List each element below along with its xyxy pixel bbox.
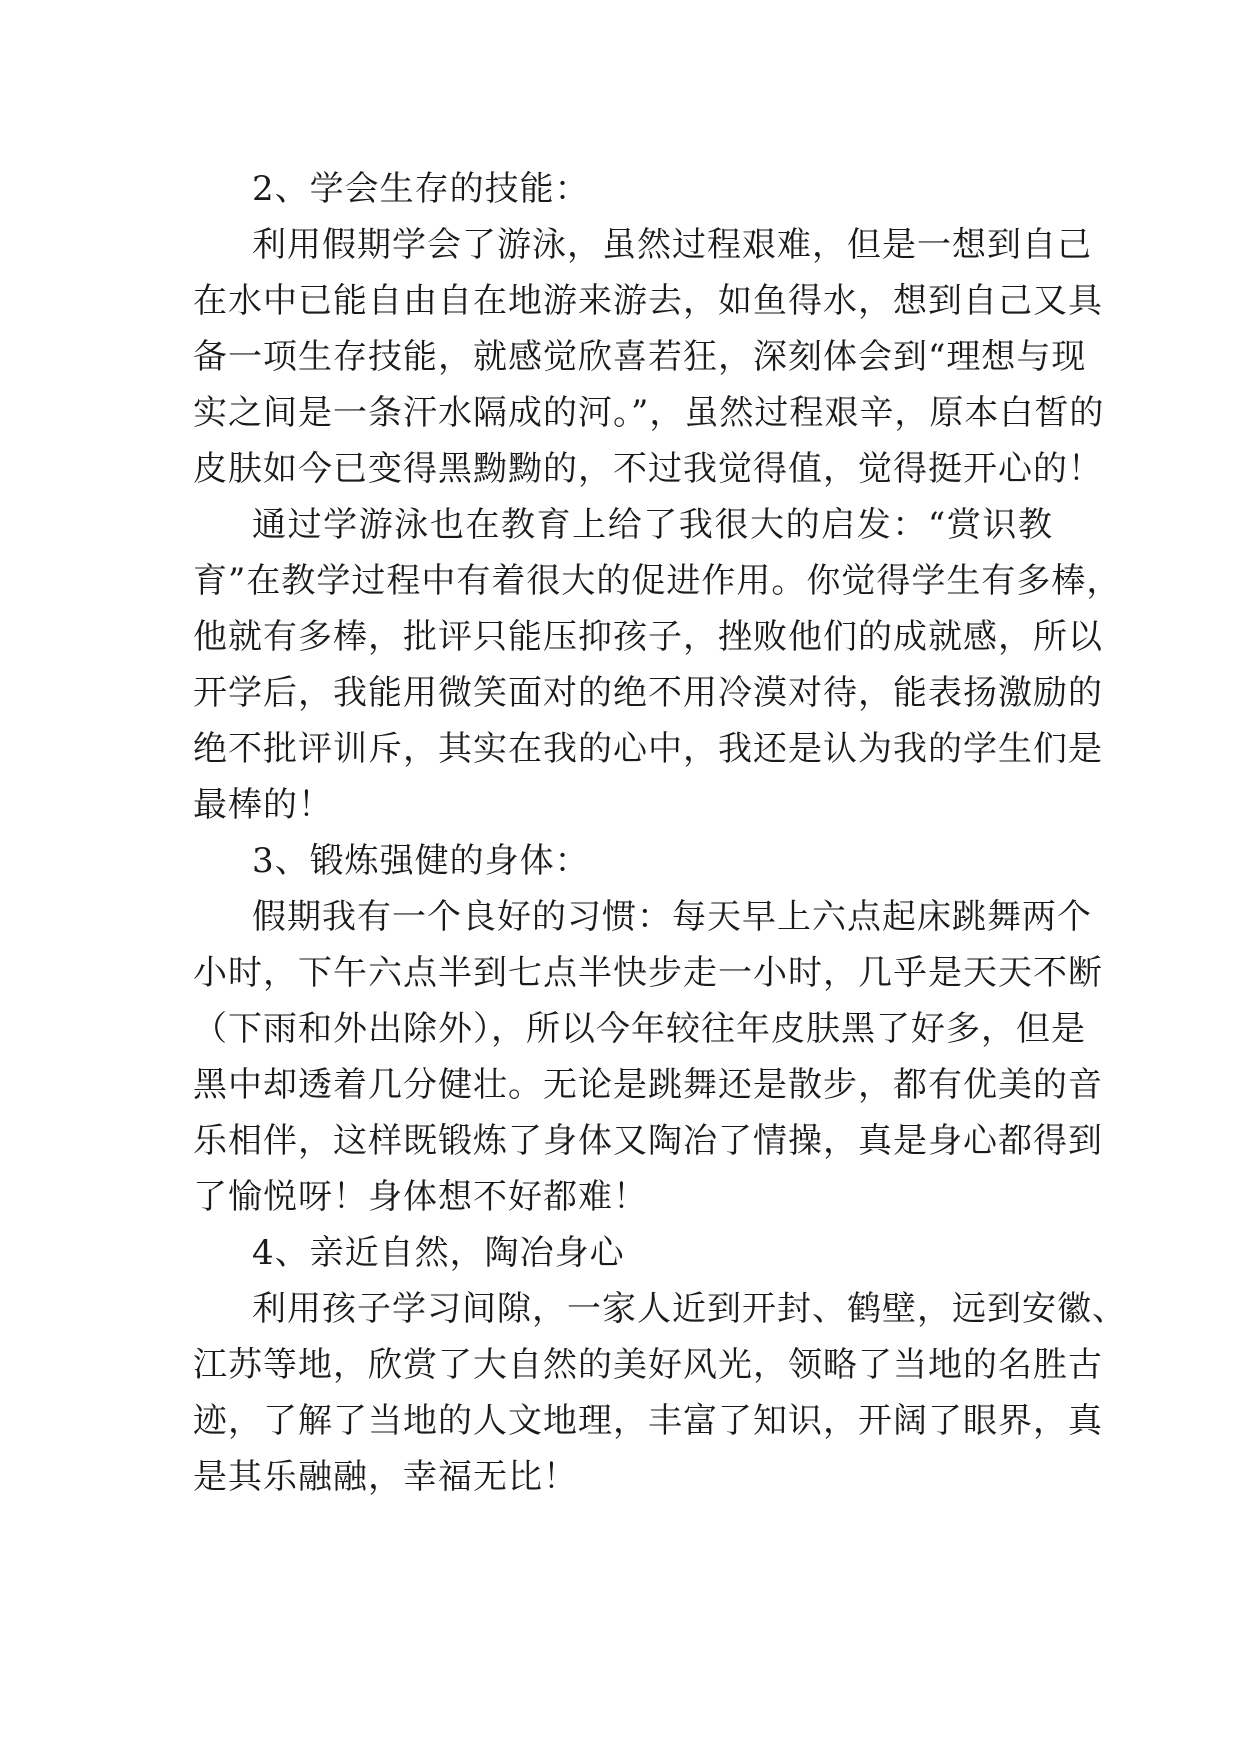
section-heading-exercise: 3、锻炼强健的身体： <box>252 841 590 881</box>
paragraph-line: 绝不批评训斥，其实在我的心中，我还是认为我的学生们是 <box>193 729 1103 769</box>
paragraph-line: 是其乐融融，幸福无比！ <box>193 1457 578 1497</box>
paragraph-line: 通过学游泳也在教育上给了我很大的启发：“赏识教 <box>252 505 1053 545</box>
paragraph-line: 黑中却透着几分健壮。无论是跳舞还是散步，都有优美的音 <box>193 1065 1103 1105</box>
paragraph-line: 小时，下午六点半到七点半快步走一小时，几乎是天天不断 <box>193 953 1103 993</box>
paragraph-line: 在水中已能自由自在地游来游去，如鱼得水，想到自己又具 <box>193 281 1103 321</box>
section-heading-nature: 4、亲近自然，陶冶身心 <box>252 1233 625 1273</box>
paragraph-line: 备一项生存技能，就感觉欣喜若狂，深刻体会到“理想与现 <box>193 337 1087 377</box>
section-heading-survival-skills: 2、学会生存的技能： <box>252 169 590 209</box>
paragraph-line: （下雨和外出除外），所以今年较往年皮肤黑了好多，但是 <box>193 1009 1086 1049</box>
paragraph-line: 迹，了解了当地的人文地理，丰富了知识，开阔了眼界，真 <box>193 1401 1103 1441</box>
paragraph-line: 最棒的！ <box>193 785 333 825</box>
paragraph-line: 他就有多棒，批评只能压抑孩子，挫败他们的成就感，所以 <box>193 617 1103 657</box>
paragraph-line: 育”在教学过程中有着很大的促进作用。你觉得学生有多棒， <box>193 561 1122 601</box>
paragraph-line: 实之间是一条汗水隔成的河。”，虽然过程艰辛，原本白皙的 <box>193 393 1105 433</box>
paragraph-line: 利用假期学会了游泳，虽然过程艰难，但是一想到自己 <box>252 225 1092 265</box>
paragraph-line: 假期我有一个良好的习惯：每天早上六点起床跳舞两个 <box>252 897 1092 937</box>
paragraph-line: 江苏等地，欣赏了大自然的美好风光，领略了当地的名胜古 <box>193 1345 1103 1385</box>
paragraph-line: 利用孩子学习间隙，一家人近到开封、鹤壁，远到安徽、 <box>252 1289 1127 1329</box>
paragraph-line: 皮肤如今已变得黑黝黝的，不过我觉得值，觉得挺开心的！ <box>193 449 1103 489</box>
paragraph-line: 开学后，我能用微笑面对的绝不用冷漠对待，能表扬激励的 <box>193 673 1103 713</box>
paragraph-line: 了愉悦呀！身体想不好都难！ <box>193 1177 648 1217</box>
paragraph-line: 乐相伴，这样既锻炼了身体又陶冶了情操，真是身心都得到 <box>193 1121 1103 1161</box>
